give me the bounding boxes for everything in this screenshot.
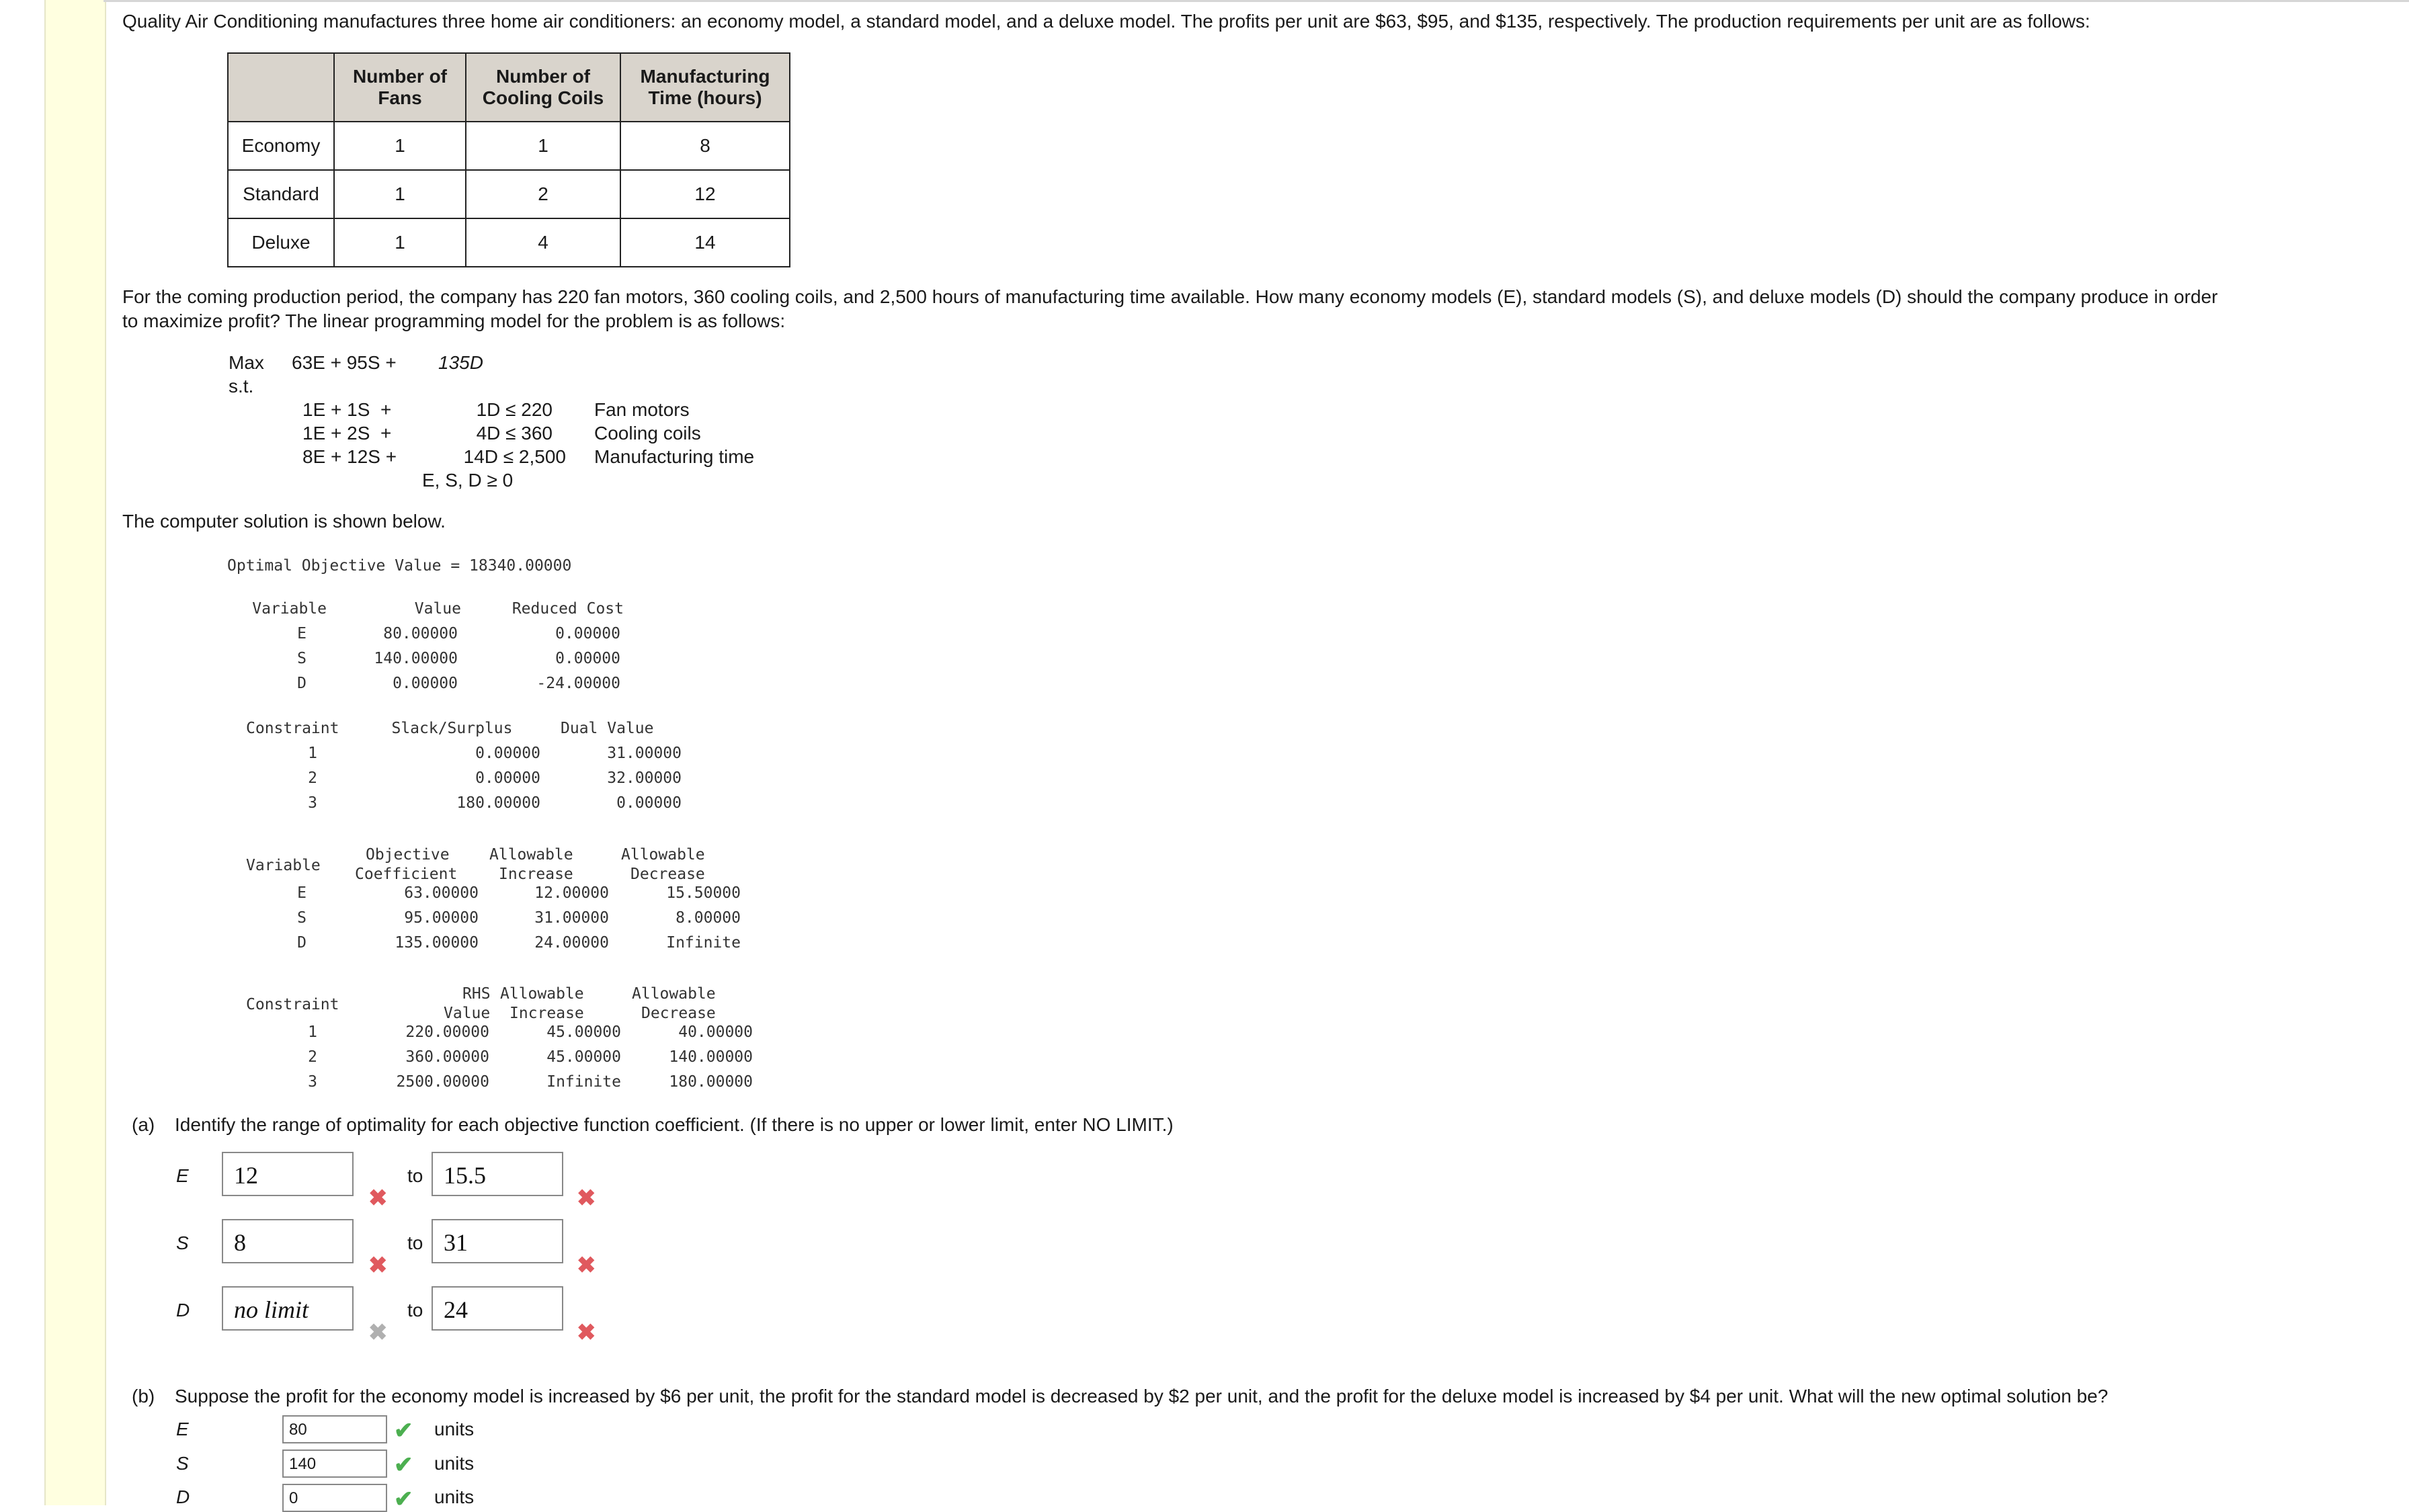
table-cell: 1: [466, 122, 620, 170]
d-upper-input[interactable]: 24: [432, 1286, 563, 1331]
x-mark-icon: ✖: [368, 1185, 388, 1211]
to-label: to: [407, 1232, 423, 1253]
table-cell: 8: [620, 122, 790, 170]
variables-row: S 140.00000 0.00000: [297, 650, 620, 667]
x-mark-icon: ✖: [577, 1320, 596, 1345]
table-cell: 1: [334, 170, 466, 218]
objective-function: 63E + 95S +: [292, 352, 397, 373]
s-lower-input[interactable]: 8: [222, 1219, 354, 1263]
table-cell: Deluxe: [228, 218, 334, 267]
to-label: to: [407, 1165, 423, 1186]
check-mark-icon: ✔: [394, 1452, 413, 1478]
x-mark-icon: ✖: [577, 1185, 596, 1211]
requirements-table: [227, 52, 790, 267]
to-label: to: [407, 1300, 423, 1320]
table-cell: 4: [466, 218, 620, 267]
var-label-s: S: [176, 1232, 189, 1253]
subject-to-label: s.t.: [229, 376, 254, 396]
obj-ranges-row: D 135.00000 24.00000 Infinite: [297, 934, 741, 952]
table-row: [228, 218, 790, 267]
table-row: [228, 170, 790, 218]
rhs-ranges-row: 2 360.00000 45.00000 140.00000: [308, 1048, 753, 1066]
constraint-lhs: 1E + 1S +: [302, 399, 392, 420]
var-label-s: S: [176, 1453, 189, 1474]
x-mark-icon: ✖: [368, 1320, 388, 1345]
part-a-question: Identify the range of optimality for each objective function coefficient. (If there is no upper or lower limit, enter NO LIMIT.): [175, 1114, 1174, 1135]
table-header-cell: Number of Cooling Coils: [466, 53, 620, 122]
s-upper-input[interactable]: 31: [432, 1219, 563, 1263]
table-header-cell: Number of Fans: [334, 53, 466, 122]
var-label-d: D: [176, 1300, 190, 1320]
constraints-header: Constraint Slack/Surplus Dual Value: [246, 720, 654, 737]
variables-header: Variable Value Reduced Cost: [252, 600, 624, 618]
constraint-name: Cooling coils: [594, 423, 701, 444]
var-label-e: E: [176, 1419, 189, 1439]
part-b-question: Suppose the profit for the economy model is increased by $6 per unit, the profit for the standard model is decreased by $2 per unit, and the profit for the deluxe model is increased by $4 per unit. What will the new optimal solution be?: [175, 1386, 2109, 1406]
variables-row: E 80.00000 0.00000: [297, 625, 620, 642]
part-a-label: (a): [132, 1114, 155, 1135]
obj-ranges-row: E 63.00000 12.00000 15.50000: [297, 884, 741, 902]
table-cell: Standard: [228, 170, 334, 218]
constraints-row: 1 0.00000 31.00000: [308, 745, 682, 762]
constraint-name: Fan motors: [594, 399, 690, 420]
top-divider: [104, 0, 2409, 2]
d-lower-input[interactable]: no limit: [222, 1286, 354, 1331]
table-header-cell: [228, 53, 334, 122]
solution-intro: The computer solution is shown below.: [122, 511, 446, 532]
constraint-rhs: 1D ≤ 220: [476, 399, 553, 420]
rhs-ranges-row: 3 2500.00000 Infinite 180.00000: [308, 1073, 753, 1091]
var-label-d: D: [176, 1486, 190, 1507]
table-cell: Economy: [228, 122, 334, 170]
intro-paragraph: Quality Air Conditioning manufactures three home air conditioners: an economy model, a standard model, and a deluxe model. The profits per unit are $63, $95, and $135, respectively. The production requirements per unit are as follows:: [122, 11, 2090, 32]
constraint-rhs: 4D ≤ 360: [476, 423, 553, 444]
table-row: [228, 122, 790, 170]
variables-row: D 0.00000 -24.00000: [297, 675, 620, 692]
units-label: units: [434, 1453, 475, 1474]
availability-paragraph-line1: For the coming production period, the company has 220 fan motors, 360 cooling coils, and 2,500 hours of manufacturing time available. How many economy models (E), standard models (S), and deluxe models (D) should the company produce in order: [122, 286, 2218, 307]
max-label: Max: [229, 352, 264, 373]
table-header-cell: Manufacturing Time (hours): [620, 53, 790, 122]
constraint-lhs: 8E + 12S +: [302, 446, 397, 467]
e-upper-input[interactable]: 15.5: [432, 1152, 563, 1196]
table-cell: 14: [620, 218, 790, 267]
constraints-row: 2 0.00000 32.00000: [308, 769, 682, 787]
check-mark-icon: ✔: [394, 1486, 413, 1512]
objective-function-tail: 135D: [438, 352, 483, 373]
table-cell: 1: [334, 122, 466, 170]
check-mark-icon: ✔: [394, 1418, 413, 1443]
x-mark-icon: ✖: [368, 1253, 388, 1278]
table-cell: 1: [334, 218, 466, 267]
table-cell: 2: [466, 170, 620, 218]
constraints-row: 3 180.00000 0.00000: [308, 794, 682, 812]
table-cell: 12: [620, 170, 790, 218]
table-header-row: [228, 53, 790, 122]
b-e-input[interactable]: 80: [282, 1415, 387, 1443]
constraint-name: Manufacturing time: [594, 446, 755, 467]
availability-paragraph-line2: to maximize profit? The linear programming model for the problem is as follows:: [122, 310, 786, 331]
e-lower-input[interactable]: 12: [222, 1152, 354, 1196]
left-margin-strip: [44, 0, 106, 1505]
constraint-rhs: 14D ≤ 2,500: [463, 446, 566, 467]
rhs-ranges-row: 1 220.00000 45.00000 40.00000: [308, 1023, 753, 1041]
b-d-input[interactable]: 0: [282, 1484, 387, 1512]
optimal-objective-value: Optimal Objective Value = 18340.00000: [227, 557, 572, 575]
var-label-e: E: [176, 1165, 189, 1186]
units-label: units: [434, 1486, 475, 1507]
obj-ranges-row: S 95.00000 31.00000 8.00000: [297, 909, 741, 927]
b-s-input[interactable]: 140: [282, 1450, 387, 1478]
part-b-label: (b): [132, 1386, 155, 1406]
nonnegativity-constraint: E, S, D ≥ 0: [422, 470, 514, 491]
constraint-lhs: 1E + 2S +: [302, 423, 392, 444]
x-mark-icon: ✖: [577, 1253, 596, 1278]
units-label: units: [434, 1419, 475, 1439]
